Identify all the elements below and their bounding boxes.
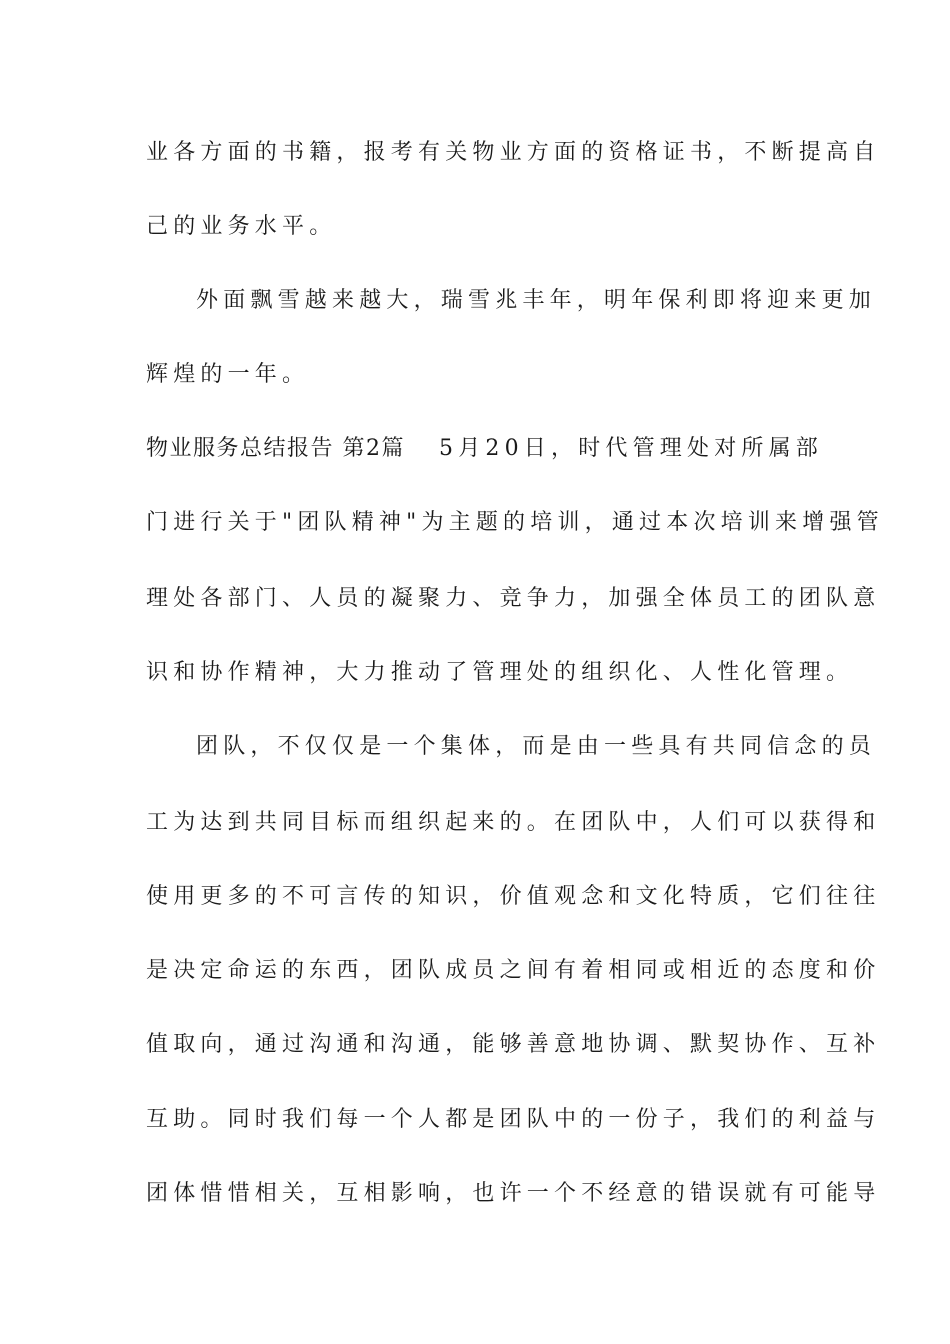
paragraph-line: 识和协作精神，大力推动了管理处的组织化、人性化管理。 — [146, 660, 854, 685]
paragraph-line: 团队，不仅仅是一个集体，而是由一些具有共同信念的员 — [196, 734, 877, 759]
section-heading: 物业服务总结报告 第2篇 — [146, 436, 405, 461]
paragraph-line: 外面飘雪越来越大，瑞雪兆丰年，明年保利即将迎来更加 — [196, 288, 877, 313]
paragraph-line: 己的业务水平。 — [146, 214, 337, 239]
paragraph-line: 团体惜惜相关，互相影响，也许一个不经意的错误就有可能导 — [146, 1181, 881, 1206]
paragraph-line: 门进行关于"团队精神"为主题的培训，通过本次培训来增强管 — [146, 510, 884, 535]
paragraph-line: 是决定命运的东西，团队成员之间有着相同或相近的态度和价 — [146, 958, 881, 983]
paragraph-line: 理处各部门、人员的凝聚力、竞争力，加强全体员工的团队意 — [146, 586, 881, 611]
paragraph-line: 业各方面的书籍，报考有关物业方面的资格证书，不断提高自 — [146, 140, 881, 165]
paragraph-line: 值取向，通过沟通和沟通，能够善意地协调、默契协作、互补 — [146, 1032, 881, 1057]
paragraph-start: 5月20日，时代管理处对所属部 — [439, 436, 823, 461]
paragraph-line: 使用更多的不可言传的知识，价值观念和文化特质，它们往往 — [146, 884, 881, 909]
section-heading-line — [146, 429, 826, 469]
paragraph-line: 互助。同时我们每一个人都是团队中的一份子，我们的利益与 — [146, 1107, 881, 1132]
paragraph-line: 工为达到共同目标而组织起来的。在团队中，人们可以获得和 — [146, 810, 881, 835]
paragraph-line: 辉煌的一年。 — [146, 362, 310, 387]
